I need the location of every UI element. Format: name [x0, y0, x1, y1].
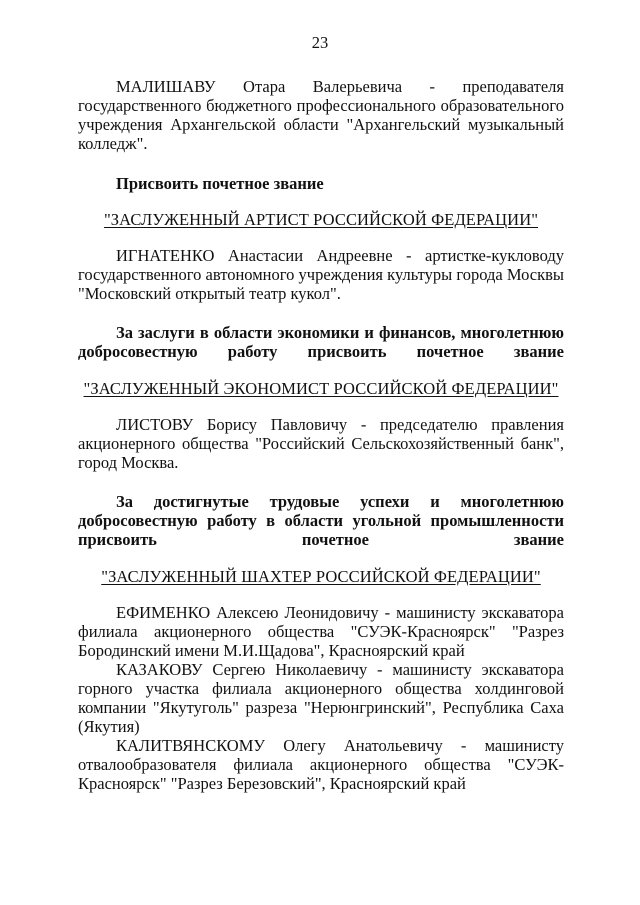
award-entry-efimenko: ЕФИМЕНКО Алексею Леонидовичу - машинисту экскаватора филиала акционерного общества "СУЭК-Красноярск" "Разрез Бородинский имени М.И.Щадова", Красноярский край: [78, 603, 564, 660]
award-entry-malishavu: МАЛИШАВУ Отара Валерьевича - преподавателя государственного бюджетного профессионального образовательного учреждения Архангельской области "Архангельский музыкальный колледж".: [78, 77, 564, 153]
title-miner: "ЗАСЛУЖЕННЫЙ ШАХТЕР РОССИЙСКОЙ ФЕДЕРАЦИИ": [101, 567, 541, 586]
section-heading-miner: За достигнутые трудовые успехи и многолетнюю добросовестную работу в области угольной промышленности присвоить почетное звание: [78, 492, 564, 549]
section-heading-economist: За заслуги в области экономики и финансов, многолетнюю добросовестную работу присвоить почетное звание: [78, 323, 564, 361]
award-entry-listov: ЛИСТОВУ Борису Павловичу - председателю правления акционерного общества "Российский Сельскохозяйственный банк", город Москва.: [78, 415, 564, 472]
page-number: 23: [311, 33, 329, 52]
title-economist: "ЗАСЛУЖЕННЫЙ ЭКОНОМИСТ РОССИЙСКОЙ ФЕДЕРАЦИИ": [83, 379, 559, 398]
section-heading-artist: Присвоить почетное звание: [116, 174, 324, 193]
award-entry-kalitvyanskiy: КАЛИТВЯНСКОМУ Олегу Анатольевичу - машинисту отвалообразователя филиала акционерного общества "СУЭК-Красноярск" "Разрез Березовский", Красноярский край: [78, 736, 564, 793]
award-entry-ignatenko: ИГНАТЕНКО Анастасии Андреевне - артистке-кукловоду государственного автономного учреждения культуры города Москвы "Московский открытый театр кукол".: [78, 246, 564, 303]
title-artist: "ЗАСЛУЖЕННЫЙ АРТИСТ РОССИЙСКОЙ ФЕДЕРАЦИИ": [103, 210, 539, 229]
award-entry-kazakov: КАЗАКОВУ Сергею Николаевичу - машинисту экскаватора горного участка филиала акционерного общества холдинговой компании "Якутуголь" разреза "Нерюнгринский", Республика Саха (Якутия): [78, 660, 564, 736]
